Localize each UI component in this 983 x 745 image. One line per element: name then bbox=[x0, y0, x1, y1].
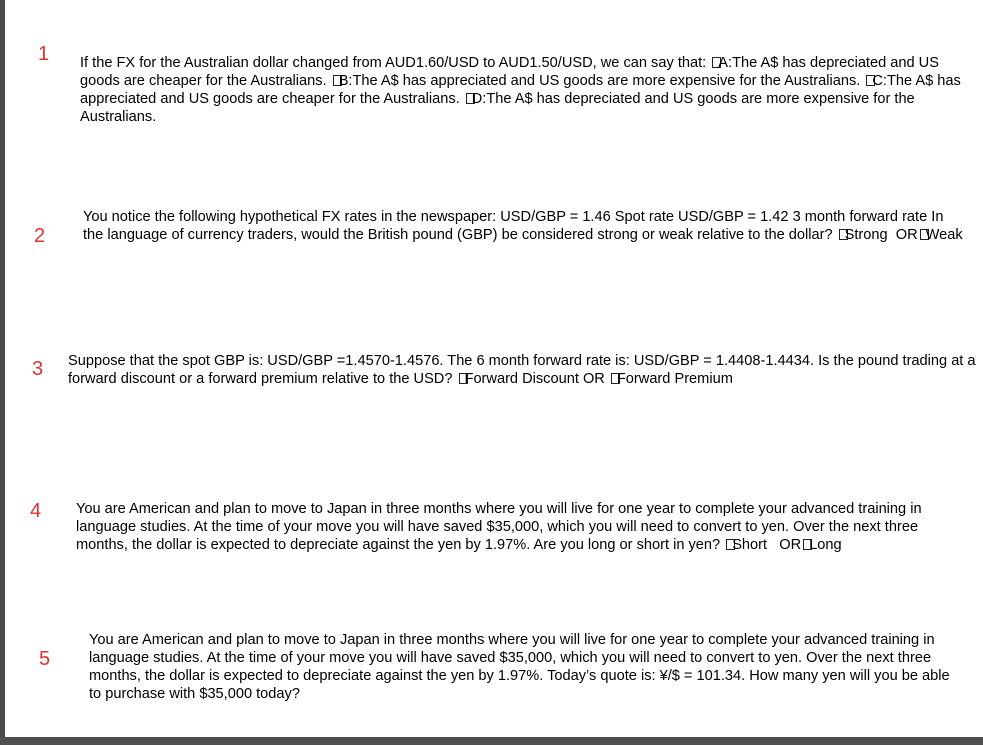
viewer-bottom-edge bbox=[0, 737, 983, 745]
question-1-text bbox=[80, 54, 975, 126]
question-3-or: OR bbox=[578, 371, 609, 387]
question-5-text: You are American and plan to move to Japan in three months where you will live for one year to complete your advanced training in language studies. At the time of your move you will have saved $35,000, which you will need to convert to yen. Over the next three months, the dollar is expected to depreciate against the yen by 1.97%. Today’s quote is: ¥/$ = 101.34. How many yen will you be able to purchase with $35,000 today? bbox=[89, 632, 950, 702]
question-1-option-c: C:The A$ has appreciated and US goods are cheaper for the Australians. bbox=[80, 73, 961, 107]
question-2-option-weak: Weak bbox=[925, 227, 963, 243]
question-number-2: 2 bbox=[34, 225, 46, 247]
question-2-text bbox=[83, 208, 963, 244]
question-3-stem: Suppose that the spot GBP is: USD/GBP =1.4570-1.4576. The 6 month forward rate is: USD/GBP = 1.4408-1.4434. Is the pound trading at a forward discount or a forward premium relative to the USD? bbox=[68, 353, 976, 387]
question-1-option-d: D:The A$ has depreciated and US goods are more expensive for the Australians. bbox=[80, 91, 915, 125]
question-number-3: 3 bbox=[32, 358, 44, 380]
question-3-option-discount: Forward Discount bbox=[464, 371, 579, 387]
question-number-4: 4 bbox=[30, 500, 42, 522]
question-4-or: OR bbox=[767, 537, 802, 553]
question-number-5: 5 bbox=[39, 648, 51, 670]
document-page bbox=[5, 0, 983, 737]
question-3-option-premium: Forward Premium bbox=[616, 371, 733, 387]
question-1-option-a: A:The A$ has depreciated and US goods are cheaper for the Australians. bbox=[80, 55, 939, 89]
question-3-text bbox=[68, 352, 980, 388]
question-2-option-strong: Strong bbox=[844, 227, 888, 243]
question-4-option-long: Long bbox=[809, 537, 842, 553]
question-2-or: OR bbox=[887, 227, 918, 243]
question-number-1: 1 bbox=[38, 43, 50, 65]
question-1-option-b: B:The A$ has appreciated and US goods are more expensive for the Australians. bbox=[338, 73, 865, 89]
question-4-option-short: Short bbox=[732, 537, 768, 553]
question-4-text bbox=[76, 500, 946, 554]
question-1-stem: If the FX for the Australian dollar changed from AUD1.60/USD to AUD1.50/USD, we can say that: bbox=[80, 55, 711, 71]
question-4-stem: You are American and plan to move to Japan in three months where you will live for one year to complete your advanced training in language studies. At the time of your move you will have saved $35,000, which you will need to convert to yen. Over the next three months, the dollar is expected to depreciate against the yen by 1.97%. Are you long or short in yen? bbox=[76, 501, 922, 553]
question-2-stem: You notice the following hypothetical FX rates in the newspaper: USD/GBP = 1.46 Spot rate USD/GBP = 1.42 3 month forward rate In the language of currency traders, would the British pound (GBP) be considered strong or weak relative to the dollar? bbox=[83, 209, 944, 243]
